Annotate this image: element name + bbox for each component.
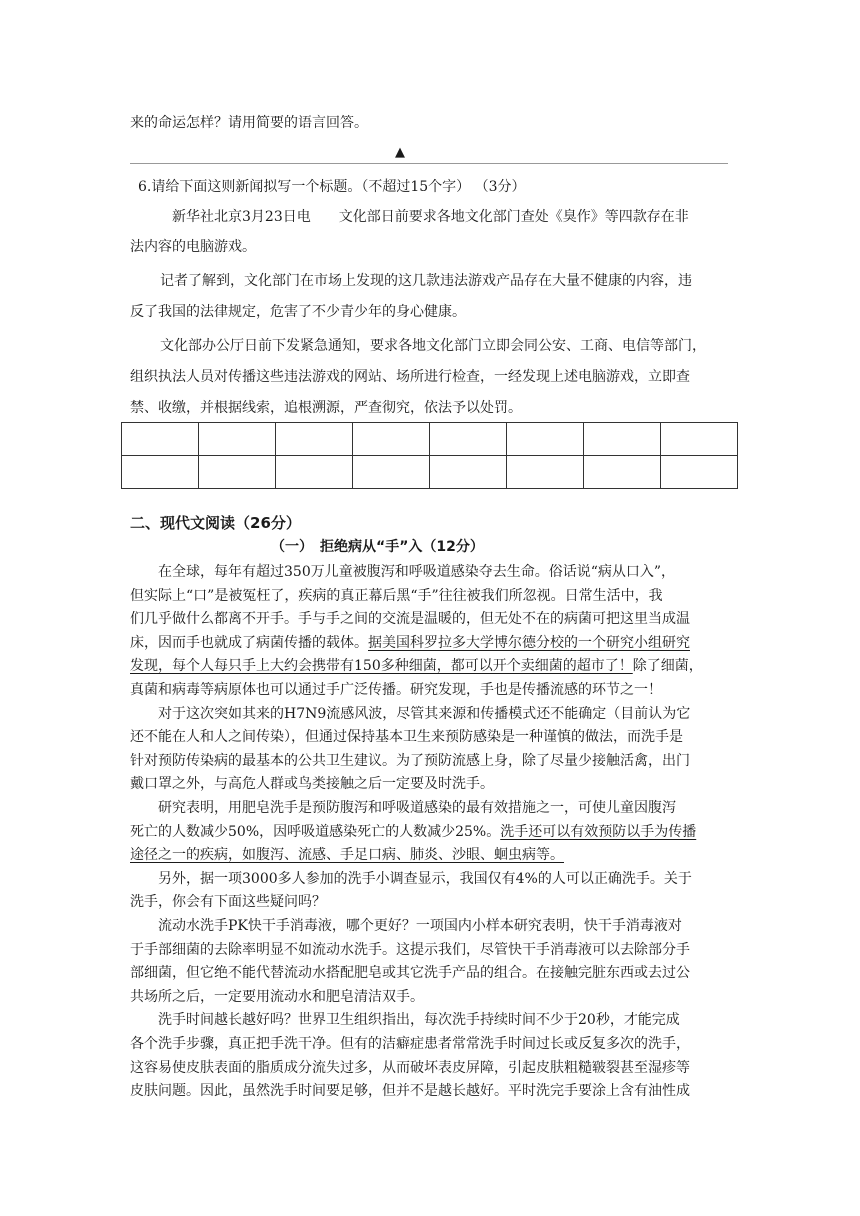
- article-text: 洗手时间越长越好吗？世界卫生组织指出，每次洗手持续时间不少于20秒，才能完成: [158, 1012, 680, 1028]
- article-line: [130, 751, 690, 771]
- answer-cell[interactable]: [661, 423, 738, 456]
- article-text: 针对预防传染病的最基本的公共卫生建议。为了预防流感上身，除了尽量少接触活禽，出门: [130, 753, 690, 769]
- article-title: （一） 拒绝病从“手”入（12分）: [271, 539, 484, 555]
- answer-cell[interactable]: [122, 456, 199, 489]
- article-text: 死亡的人数减少50%，因呼吸道感染死亡的人数减少25%。: [130, 824, 501, 840]
- article-text: 各个洗手步骤，真正把手洗干净。但有的洁癖症患者常常洗手时间过长或反复多次的洗手，: [130, 1036, 690, 1052]
- article-line: [130, 680, 662, 700]
- article-line: [130, 892, 326, 912]
- news-line: 文化部办公厅日前下发紧急通知，要求各地文化部门立即会同公安、工商、电信等部门，: [160, 338, 706, 354]
- article-text: 部细菌，但它绝不能代替流动水搭配肥皂或其它洗手产品的组合。在接触完脏东西或去过公: [130, 965, 690, 981]
- article-line: [130, 1058, 690, 1078]
- news-line: 反了我国的法律规定，危害了不少青少年的身心健康。: [130, 304, 466, 320]
- article-line: [130, 586, 663, 606]
- article-line: [158, 798, 676, 818]
- section-title: 二、现代文阅读（26分）: [130, 514, 301, 532]
- article-text: 这容易使皮肤表面的脂质成分流失过多，从而破坏表皮屏障，引起皮肤粗糙皲裂甚至湿疹等: [130, 1060, 690, 1076]
- article-line: [158, 562, 675, 582]
- article-text: 床，因而手也就成了病菌传播的载体。: [130, 635, 368, 651]
- article-line: [130, 940, 690, 960]
- article-line: [158, 916, 682, 936]
- underlined-text: 途径之一的疾病，如腹泻、流感、手足口病、肺炎、沙眼、蛔虫病等。: [130, 847, 564, 863]
- article-text: 真菌和病毒等病原体也可以通过手广泛传播。研究发现，手也是传播流感的环节之一！: [130, 682, 662, 698]
- underlined-text: 据美国科罗拉多大学博尔德分校的一个研究小组研究: [368, 635, 690, 651]
- answer-cell[interactable]: [276, 423, 353, 456]
- answer-cell[interactable]: [353, 456, 430, 489]
- answer-cell[interactable]: [430, 456, 507, 489]
- article-line: [130, 609, 690, 629]
- news-line: 记者了解到，文化部门在市场上发现的这几款违法游戏产品存在大量不健康的内容，违: [160, 273, 692, 289]
- article-text: 共场所之后，一定要用流动水和肥皂清洁双手。: [130, 989, 424, 1005]
- article-text: 洗手，你会有下面这些疑问吗？: [130, 894, 326, 910]
- article-line: [130, 822, 696, 842]
- previous-question-tail: 来的命运怎样？请用简要的语言回答。: [130, 115, 368, 131]
- article-text: 流动水洗手PK快干手消毒液，哪个更好？一项国内小样本研究表明，快干手消毒液对: [158, 918, 682, 934]
- article-line: [130, 963, 690, 983]
- answer-cell[interactable]: [199, 423, 276, 456]
- article-text: 另外，据一项3000多人参加的洗手小调查显示，我国仅有4%的人可以正确洗手。关于: [158, 871, 692, 887]
- answer-cell[interactable]: [661, 456, 738, 489]
- news-line: 新华社北京3月23日电 文化部日前要求各地文化部门查处《臭作》等四款存在非: [172, 209, 689, 225]
- answer-cell[interactable]: [199, 456, 276, 489]
- answer-cell[interactable]: [353, 423, 430, 456]
- article-text: 们几乎做什么都离不开手。手与手之间的交流是温暖的，但无处不在的病菌可把这里当成温: [130, 611, 690, 627]
- answer-marker-icon: ▲: [395, 145, 405, 160]
- article-line: [130, 774, 494, 794]
- article-line: [130, 656, 703, 676]
- answer-cell[interactable]: [584, 456, 661, 489]
- answer-cell[interactable]: [276, 456, 353, 489]
- article-text: 皮肤问题。因此，虽然洗手时间要足够，但并不是越长越好。平时洗完手要涂上含有油性成: [130, 1083, 690, 1099]
- answer-line: [130, 163, 728, 164]
- article-text: 但实际上“口”是被冤枉了，疾病的真正幕后黑“手”往往被我们所忽视。日常生活中，我: [130, 588, 663, 604]
- answer-cell[interactable]: [122, 423, 199, 456]
- article-text: 于手部细菌的去除率明显不如流动水洗手。这提示我们，尽管快干手消毒液可以去除部分手: [130, 942, 690, 958]
- answer-cell[interactable]: [507, 456, 584, 489]
- article-line: [130, 1081, 690, 1101]
- answer-cell[interactable]: [507, 423, 584, 456]
- news-line: 组织执法人员对传播这些违法游戏的网站、场所进行检查，一经发现上述电脑游戏，立即查: [130, 369, 690, 385]
- article-line: [158, 1010, 680, 1030]
- article-line: [130, 845, 564, 865]
- question-6-prompt: 6.请给下面这则新闻拟写一个标题。（不超过15个字） （3分）: [138, 179, 526, 195]
- article-text: 研究表明，用肥皂洗手是预防腹泻和呼吸道感染的最有效措施之一，可使儿童因腹泻: [158, 800, 676, 816]
- article-text: 在全球，每年有超过350万儿童被腹泻和呼吸道感染夺去生命。俗话说“病从口入”，: [158, 564, 676, 580]
- title-answer-grid: [121, 422, 738, 489]
- underlined-text: 洗手还可以有效预防以手为传播: [500, 824, 697, 840]
- article-text: 除了细菌，: [632, 658, 703, 674]
- underlined-text: 发现，每个人每只手上大约会携带有150多种细菌，都可以开个卖细菌的超市了！: [130, 658, 633, 674]
- article-line: [130, 727, 683, 747]
- article-line: [130, 633, 690, 653]
- article-text: 对于这次突如其来的H7N9流感风波，尽管其来源和传播模式还不能确定（目前认为它: [158, 706, 691, 722]
- article-text: 戴口罩之外，与高危人群或鸟类接触之后一定要及时洗手。: [130, 776, 494, 792]
- article-line: [158, 869, 692, 889]
- answer-cell[interactable]: [584, 423, 661, 456]
- answer-cell[interactable]: [430, 423, 507, 456]
- news-line: 法内容的电脑游戏。: [130, 239, 256, 255]
- article-line: [130, 987, 424, 1007]
- news-line: 禁、收缴，并根据线索，追根溯源，严查彻究，依法予以处罚。: [130, 400, 522, 416]
- article-line: [130, 1034, 690, 1054]
- article-line: [158, 704, 690, 724]
- article-text: 还不能在人和人之间传染），但通过保持基本卫生来预防感染是一种谨慎的做法，而洗手是: [130, 729, 683, 745]
